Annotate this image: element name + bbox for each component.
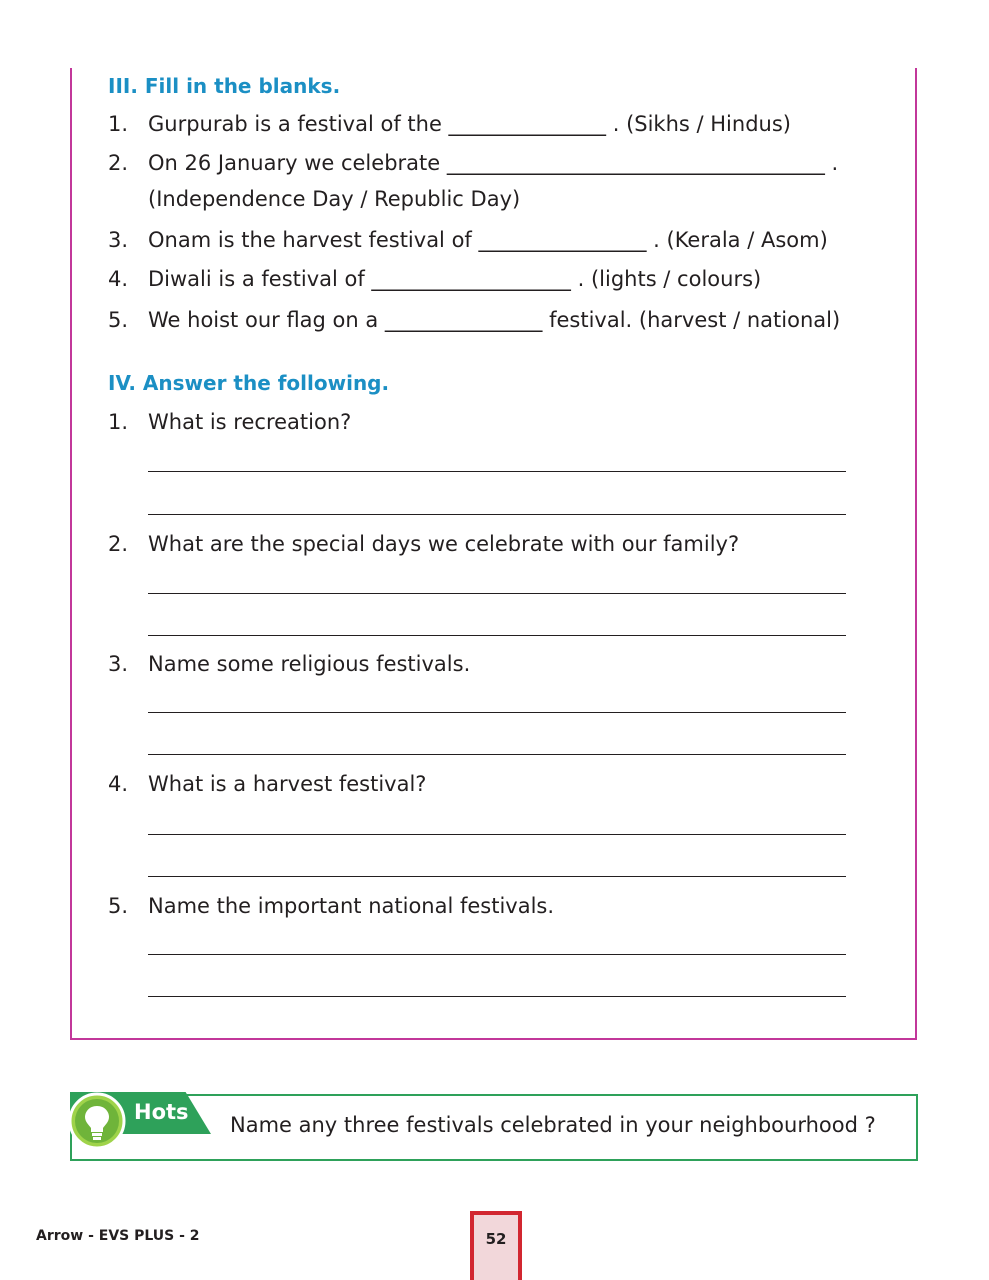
answer-line[interactable] — [148, 514, 846, 515]
item-text: Diwali is a festival of ___________________ . (lights / colours) — [148, 267, 762, 291]
item-number: 1. — [108, 410, 129, 434]
item-number: 3. — [108, 652, 129, 676]
item-number: 3. — [108, 228, 129, 252]
item-number: 5. — [108, 894, 129, 918]
item-number: 4. — [108, 267, 129, 291]
item-text: We hoist our flag on a _______________ festival. (harvest / national) — [148, 308, 841, 332]
item-text: What are the special days we celebrate with our family? — [148, 532, 740, 556]
book-title: Arrow - EVS PLUS - 2 — [36, 1228, 200, 1244]
answer-line[interactable] — [148, 876, 846, 877]
item-number: 1. — [108, 112, 129, 136]
item-text: Gurpurab is a festival of the _______________ . (Sikhs / Hindus) — [148, 112, 791, 136]
lightbulb-icon — [68, 1092, 126, 1150]
item-text: Name the important national festivals. — [148, 894, 555, 918]
answer-line[interactable] — [148, 712, 846, 713]
answer-line[interactable] — [148, 471, 846, 472]
answer-line[interactable] — [148, 635, 846, 636]
item-text: (Independence Day / Republic Day) — [148, 187, 521, 211]
item-number: 2. — [108, 151, 129, 175]
item-text: What is recreation? — [148, 410, 352, 434]
answer-line[interactable] — [148, 593, 846, 594]
section-heading-fill-blanks: III. Fill in the blanks. — [108, 74, 341, 98]
answer-line[interactable] — [148, 954, 846, 955]
item-text: On 26 January we celebrate ____________________________________ . — [148, 151, 839, 175]
item-text: Onam is the harvest festival of ________________ . (Kerala / Asom) — [148, 228, 828, 252]
hots-label: Hots — [134, 1100, 189, 1124]
answer-line[interactable] — [148, 754, 846, 755]
item-number: 4. — [108, 772, 129, 796]
item-number: 5. — [108, 308, 129, 332]
page-number-box — [470, 1211, 522, 1280]
answer-line[interactable] — [148, 834, 846, 835]
section-heading-answer: IV. Answer the following. — [108, 371, 390, 395]
page-number: 52 — [485, 1230, 507, 1248]
answer-line[interactable] — [148, 996, 846, 997]
item-text: What is a harvest festival? — [148, 772, 427, 796]
hots-question: Name any three festivals celebrated in your neighbourhood ? — [230, 1113, 876, 1137]
item-text: Name some religious festivals. — [148, 652, 471, 676]
item-number: 2. — [108, 532, 129, 556]
